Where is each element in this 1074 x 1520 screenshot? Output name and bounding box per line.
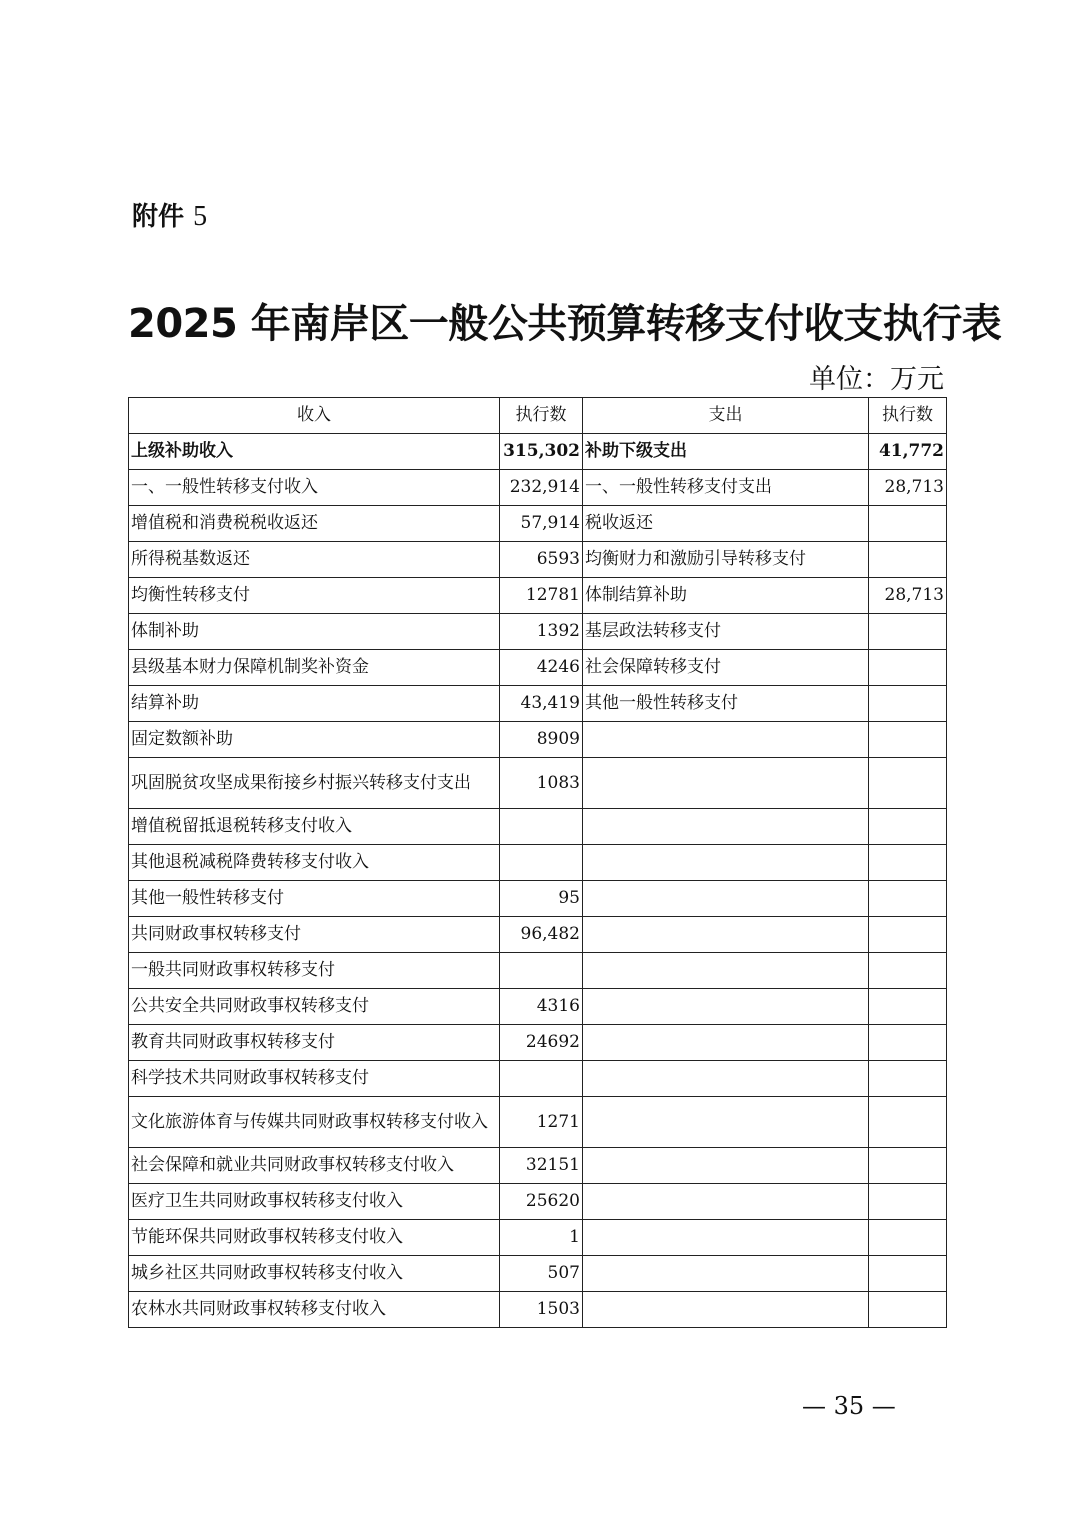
income-amount-cell: 1083 — [500, 758, 583, 809]
table-row — [129, 809, 947, 845]
table-row — [129, 758, 947, 809]
income-amount-cell — [500, 845, 583, 881]
expense-cell: 均衡财力和激励引导转移支付 — [583, 542, 869, 578]
income-cell: 其他一般性转移支付 — [129, 881, 500, 917]
income-cell: 城乡社区共同财政事权转移支付收入 — [129, 1256, 500, 1292]
table-row — [129, 650, 947, 686]
expense-amount-cell — [869, 845, 947, 881]
expense-cell — [583, 1061, 869, 1097]
table-header-row — [129, 398, 947, 434]
table-row — [129, 845, 947, 881]
table-row — [129, 1220, 947, 1256]
table-row — [129, 953, 947, 989]
income-amount-cell: 1392 — [500, 614, 583, 650]
expense-amount-cell — [869, 722, 947, 758]
income-amount-cell — [500, 953, 583, 989]
income-amount-cell: 25620 — [500, 1184, 583, 1220]
expense-amount-cell: 28,713 — [869, 578, 947, 614]
budget-table — [128, 397, 947, 1328]
income-cell: 文化旅游体育与传媒共同财政事权转移支付收入 — [129, 1097, 500, 1148]
income-cell: 体制补助 — [129, 614, 500, 650]
income-amount-cell: 24692 — [500, 1025, 583, 1061]
expense-cell — [583, 917, 869, 953]
expense-cell — [583, 953, 869, 989]
income-amount-cell: 1503 — [500, 1292, 583, 1328]
expense-amount-cell — [869, 917, 947, 953]
expense-amount-cell — [869, 1148, 947, 1184]
table-row — [129, 1148, 947, 1184]
income-amount-cell: 32151 — [500, 1148, 583, 1184]
income-cell: 一、一般性转移支付收入 — [129, 470, 500, 506]
expense-amount-cell — [869, 1292, 947, 1328]
income-cell: 县级基本财力保障机制奖补资金 — [129, 650, 500, 686]
expense-cell — [583, 1220, 869, 1256]
income-amount-cell — [500, 1061, 583, 1097]
income-amount-cell: 507 — [500, 1256, 583, 1292]
header-income-amount: 执行数 — [500, 398, 583, 434]
income-amount-cell: 315,302 — [500, 434, 583, 470]
income-cell: 一般共同财政事权转移支付 — [129, 953, 500, 989]
expense-cell — [583, 758, 869, 809]
expense-amount-cell: 28,713 — [869, 470, 947, 506]
expense-amount-cell — [869, 809, 947, 845]
income-cell: 共同财政事权转移支付 — [129, 917, 500, 953]
income-amount-cell: 43,419 — [500, 686, 583, 722]
expense-amount-cell: 41,772 — [869, 434, 947, 470]
income-cell: 节能环保共同财政事权转移支付收入 — [129, 1220, 500, 1256]
expense-amount-cell — [869, 542, 947, 578]
income-cell: 教育共同财政事权转移支付 — [129, 1025, 500, 1061]
table-body — [129, 434, 947, 1328]
table-row — [129, 1256, 947, 1292]
table-row — [129, 614, 947, 650]
income-cell: 社会保障和就业共同财政事权转移支付收入 — [129, 1148, 500, 1184]
income-cell: 均衡性转移支付 — [129, 578, 500, 614]
header-expense-amount: 执行数 — [869, 398, 947, 434]
income-cell: 医疗卫生共同财政事权转移支付收入 — [129, 1184, 500, 1220]
income-cell: 增值税和消费税税收返还 — [129, 506, 500, 542]
expense-cell — [583, 845, 869, 881]
income-cell: 农林水共同财政事权转移支付收入 — [129, 1292, 500, 1328]
income-amount-cell: 4316 — [500, 989, 583, 1025]
table-row — [129, 1097, 947, 1148]
income-amount-cell: 95 — [500, 881, 583, 917]
expense-amount-cell — [869, 1097, 947, 1148]
table-row — [129, 917, 947, 953]
income-amount-cell: 8909 — [500, 722, 583, 758]
expense-cell: 基层政法转移支付 — [583, 614, 869, 650]
attachment-prefix: 附件 — [132, 202, 185, 232]
table-row — [129, 989, 947, 1025]
attachment-label — [132, 196, 207, 233]
expense-amount-cell — [869, 686, 947, 722]
income-cell: 固定数额补助 — [129, 722, 500, 758]
table-row — [129, 722, 947, 758]
header-expense: 支出 — [583, 398, 869, 434]
expense-cell: 补助下级支出 — [583, 434, 869, 470]
income-cell: 上级补助收入 — [129, 434, 500, 470]
income-cell: 结算补助 — [129, 686, 500, 722]
header-income: 收入 — [129, 398, 500, 434]
expense-amount-cell — [869, 614, 947, 650]
expense-cell: 其他一般性转移支付 — [583, 686, 869, 722]
table-row — [129, 1061, 947, 1097]
expense-cell — [583, 1097, 869, 1148]
attachment-number: 5 — [193, 201, 208, 232]
expense-amount-cell — [869, 1025, 947, 1061]
table-row — [129, 881, 947, 917]
expense-cell — [583, 1292, 869, 1328]
expense-cell — [583, 809, 869, 845]
page-title: 2025 年南岸区一般公共预算转移支付收支执行表 — [128, 301, 1002, 347]
income-amount-cell: 4246 — [500, 650, 583, 686]
income-cell: 增值税留抵退税转移支付收入 — [129, 809, 500, 845]
expense-cell: 税收返还 — [583, 506, 869, 542]
income-cell: 科学技术共同财政事权转移支付 — [129, 1061, 500, 1097]
expense-cell — [583, 1025, 869, 1061]
unit-label: 单位：万元 — [809, 364, 944, 395]
expense-amount-cell — [869, 1184, 947, 1220]
income-cell: 所得税基数返还 — [129, 542, 500, 578]
expense-cell — [583, 1148, 869, 1184]
expense-amount-cell — [869, 1061, 947, 1097]
income-amount-cell: 1271 — [500, 1097, 583, 1148]
table-row — [129, 506, 947, 542]
expense-amount-cell — [869, 506, 947, 542]
income-cell: 公共安全共同财政事权转移支付 — [129, 989, 500, 1025]
income-amount-cell: 232,914 — [500, 470, 583, 506]
income-amount-cell: 12781 — [500, 578, 583, 614]
page-number: — 35 — — [802, 1392, 896, 1420]
income-amount-cell — [500, 809, 583, 845]
expense-cell — [583, 1256, 869, 1292]
expense-cell — [583, 722, 869, 758]
income-cell: 其他退税减税降费转移支付收入 — [129, 845, 500, 881]
expense-cell — [583, 989, 869, 1025]
table-row — [129, 542, 947, 578]
expense-cell — [583, 1184, 869, 1220]
table-row — [129, 1184, 947, 1220]
expense-amount-cell — [869, 1256, 947, 1292]
expense-cell: 体制结算补助 — [583, 578, 869, 614]
income-amount-cell: 1 — [500, 1220, 583, 1256]
expense-amount-cell — [869, 650, 947, 686]
table-row — [129, 686, 947, 722]
income-amount-cell: 6593 — [500, 542, 583, 578]
expense-cell: 社会保障转移支付 — [583, 650, 869, 686]
expense-cell: 一、一般性转移支付支出 — [583, 470, 869, 506]
table-row — [129, 1292, 947, 1328]
expense-amount-cell — [869, 1220, 947, 1256]
table-row — [129, 1025, 947, 1061]
table-row — [129, 578, 947, 614]
expense-amount-cell — [869, 989, 947, 1025]
income-amount-cell: 96,482 — [500, 917, 583, 953]
income-cell: 巩固脱贫攻坚成果衔接乡村振兴转移支付支出 — [129, 758, 500, 809]
expense-amount-cell — [869, 758, 947, 809]
expense-amount-cell — [869, 953, 947, 989]
income-amount-cell: 57,914 — [500, 506, 583, 542]
expense-amount-cell — [869, 881, 947, 917]
expense-cell — [583, 881, 869, 917]
table-row — [129, 434, 947, 470]
table-row — [129, 470, 947, 506]
